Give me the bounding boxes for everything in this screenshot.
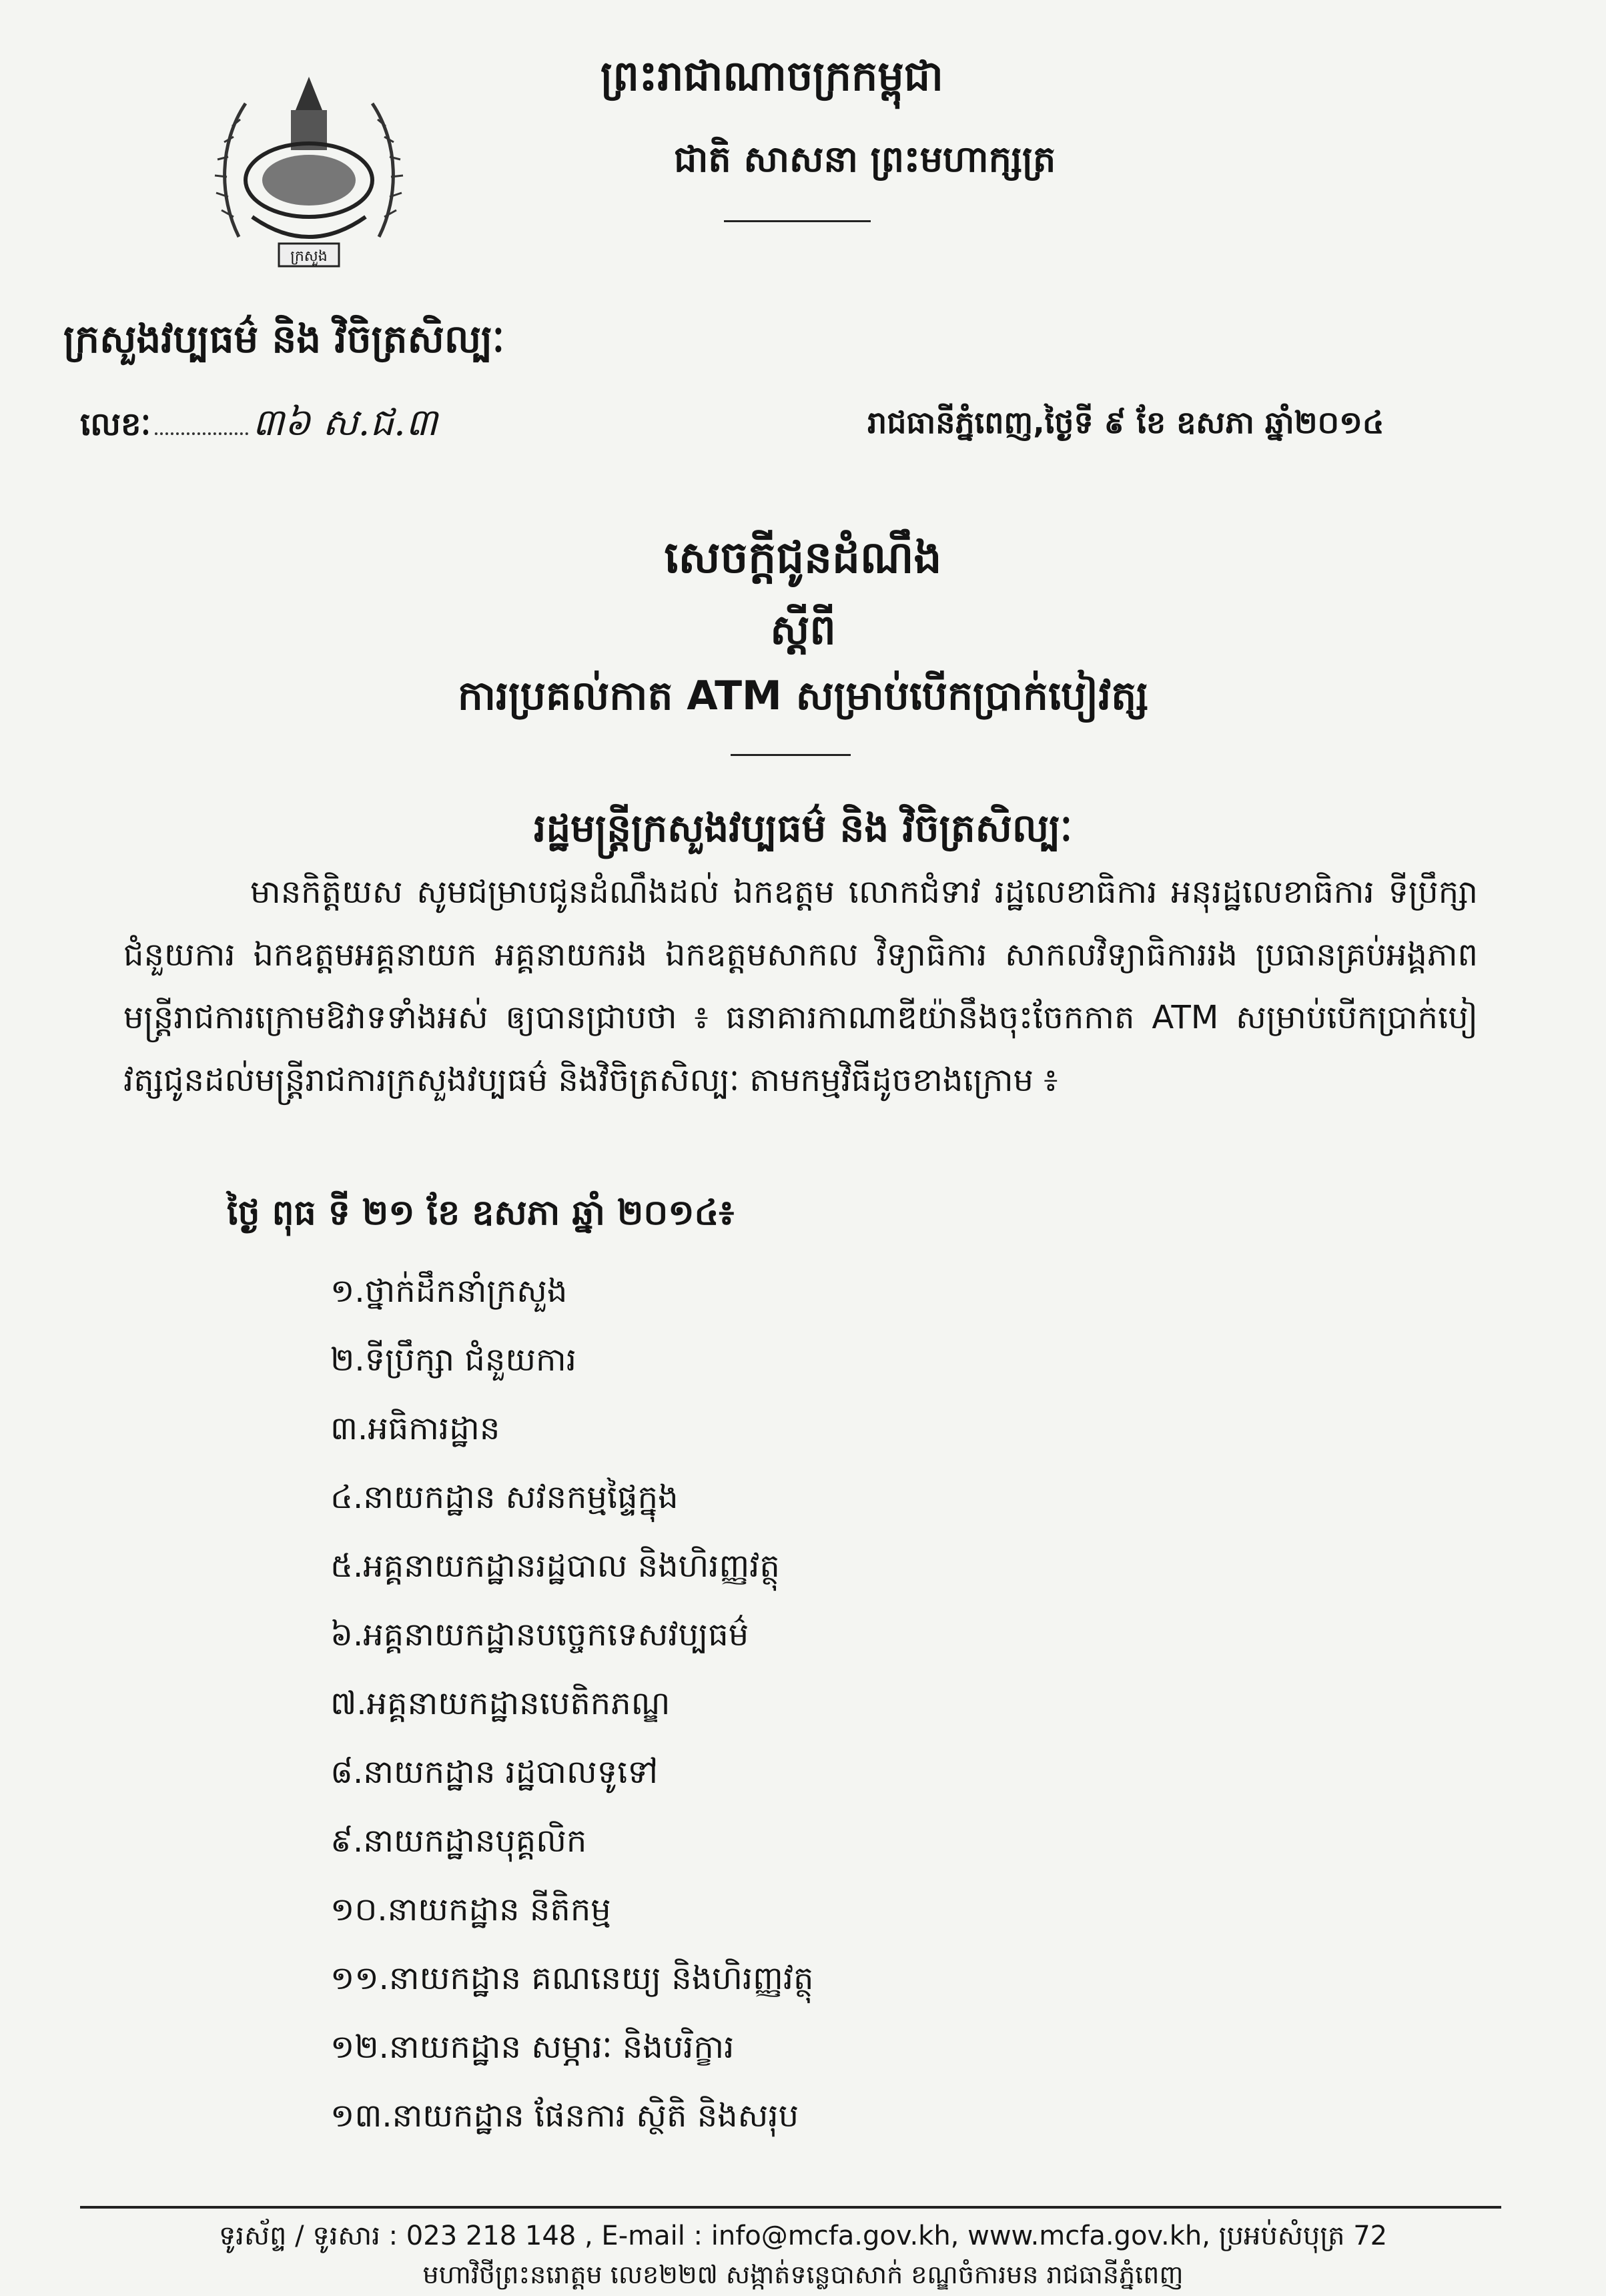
body-paragraph: មានកិត្តិយស សូមជម្រាបជូនដំណឹងដល់ ឯកឧត្តម លោកជំទាវ រដ្ឋលេខាធិការ អនុរដ្ឋលេខាធិការ ទីប្រឹក្សា ជំនួយការ ឯកឧត្តមអគ្គនាយក អគ្គនាយករង ឯកឧត្តមសាកល វិទ្យាធិការ សាកលវិទ្យាធិការរង ប្រធានគ្រប់អង្គភាព មន្ត្រីរាជការក្រោមឱវាទទាំងអស់ ឲ្យបានជ្រាបថា ៖ ធនាគារកាណាឌីយ៉ានឹងចុះចែកកាត ATM សម្រាប់បើកប្រាក់បៀវត្សជូនដល់មន្ត្រីរាជការក្រសួងវប្បធម៌ និងវិចិត្រសិល្បៈ តាមកម្មវិធីដូចខាងក្រោម ៖	[123, 873, 1479, 1099]
notice-about: ស្តីពី	[770, 605, 836, 654]
ministry-name: ក្រសួងវប្បធម៌ និង វិចិត្រសិល្បៈ	[63, 316, 505, 362]
notice-title: សេចក្តីជូនដំណឹង	[664, 532, 942, 583]
list-item: ៤.នាយកដ្ឋាន សវនកម្មផ្ទៃក្នុង	[330, 1479, 679, 1516]
reference-dots	[155, 432, 248, 435]
issue-date: រាជធានីភ្នំពេញ,ថ្ងៃទី ៩ ខែ ឧសភា ឆ្នាំ២០១៤	[867, 404, 1384, 440]
list-item: ១០.នាយកដ្ឋាន នីតិកម្ម	[330, 1891, 611, 1928]
list-item: ៦.អគ្គនាយកដ្ឋានបច្ចេកទេសវប្បធម៌	[330, 1616, 749, 1653]
list-item: ៧.អគ្គនាយកដ្ឋានបេតិកភណ្ឌ	[330, 1685, 671, 1722]
list-item: ១១.នាយកដ្ឋាន គណនេយ្យ និងហិរញ្ញវត្ថុ	[330, 1960, 814, 1997]
list-item: ២.ទីប្រឹក្សា ជំនួយការ	[330, 1341, 576, 1379]
meeting-day: ថ្ងៃ ពុធ ទី ២១ ខែ ឧសភា ឆ្នាំ ២០១៤៖	[227, 1193, 735, 1233]
national-motto: ជាតិ សាសនា ព្រះមហាក្សត្រ	[674, 138, 1056, 180]
list-item: ៥.អគ្គនាយកដ្ឋានរដ្ឋបាល និងហិរញ្ញវត្ថុ	[330, 1547, 780, 1585]
list-item: ១.ថ្នាក់ដឹកនាំក្រសួង	[330, 1272, 568, 1310]
list-item: ៩.នាយកដ្ឋានបុគ្គលិក	[330, 1822, 587, 1860]
unit-list	[330, 1258, 814, 2151]
notice-subject: ការប្រគល់កាត ATM សម្រាប់បើកប្រាក់បៀវត្ស	[457, 673, 1149, 719]
list-item: ១២.នាយកដ្ឋាន សម្ភារៈ និងបរិក្ខារ	[330, 2028, 735, 2066]
reference-line	[80, 399, 438, 454]
emblem-caption: ក្រសួង	[290, 248, 328, 265]
reference-label: លេខៈ	[80, 406, 151, 443]
title-ornament	[731, 754, 851, 756]
list-item: ៣.អធិការដ្ឋាន	[330, 1410, 500, 1447]
list-item: ១៣.នាយកដ្ឋាន ផែនការ ស្ថិតិ និងសរុប	[330, 2097, 799, 2135]
reference-number: ៣៦ ស.ជ.៣	[252, 401, 438, 444]
header-ornament	[724, 220, 871, 222]
kingdom-title: ព្រះរាជាណាចក្រកម្ពុជា	[600, 51, 943, 100]
issuer-title: រដ្ឋមន្ត្រីក្រសួងវប្បធម៌ និង វិចិត្រសិល្បៈ	[533, 805, 1073, 851]
footer-address: មហាវិថីព្រះនរោត្តម លេខ២២៧ សង្កាត់ទន្លេបាសាក់ ខណ្ឌចំការមន រាជធានីភ្នំពេញ	[422, 2260, 1184, 2289]
list-item: ៨.នាយកដ្ឋាន រដ្ឋបាលទូទៅ	[330, 1754, 659, 1791]
footer-rule	[80, 2206, 1501, 2209]
ministry-emblem	[212, 63, 406, 284]
footer-contact: ទូរស័ព្ទ / ទូរសារ : 023 218 148 , E-mail : info@mcfa.gov.kh, www.mcfa.gov.kh, ប្រអប់សំបុត្រ 72	[218, 2221, 1388, 2251]
